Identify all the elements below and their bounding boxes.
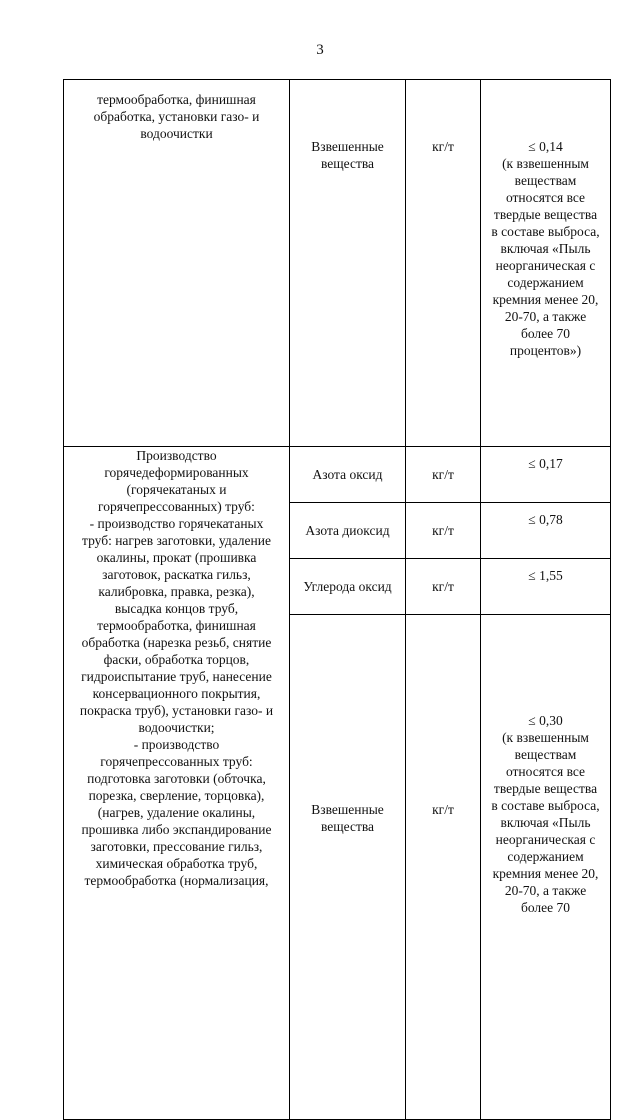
norm-text: ≤ 0,17 xyxy=(528,456,563,471)
substance-cell xyxy=(290,80,406,447)
process-cell xyxy=(64,447,290,1120)
unit-cell xyxy=(406,559,481,615)
unit-text: кг/т xyxy=(432,523,454,538)
page-number: 3 xyxy=(316,42,324,58)
emissions-table xyxy=(63,79,611,1120)
process-text: термообработка, финишная обработка, установки газо- и водоочистки xyxy=(93,92,260,141)
norm-text: ≤ 1,55 xyxy=(528,568,563,583)
substance-cell xyxy=(290,559,406,615)
substance-text: Взвешенные вещества xyxy=(311,802,384,834)
unit-text: кг/т xyxy=(432,579,454,594)
process-cell xyxy=(64,80,290,447)
unit-text: кг/т xyxy=(432,802,454,817)
norm-text: ≤ 0,30 (к взвешенным веществам относятся все твердые вещества в составе выброса, включая «Пыль неорганическая с содержанием кремния менее 20, 20-70, а также более 70 xyxy=(491,713,600,915)
process-text: Производство горячедеформированных (горячекатаных и горячепрессованных) труб: - производство горячекатаных труб: нагрев заготовки, удаление окалины, прокат (прошивка заготовок, раскатка гильз, калибровка, правка, резка), высадка концов труб, термообработка, финишная обработка (нарезка резьб, снятие фаски, обработка торцов, гидроиспытание труб, нанесение консервационного покрытия, покраска труб), установки газо- и водоочистки; - производство горячепрессованных труб: подготовка заготовки (обточка, порезка, сверление, торцовка), (нагрев, удаление окалины, прошивка либо экспандирование заготовки, прессование гильз, химическая обработка труб, термообработка (нормализация, xyxy=(79,448,274,888)
unit-text: кг/т xyxy=(432,139,454,154)
norm-cell xyxy=(481,80,611,447)
substance-cell xyxy=(290,615,406,1120)
table-row xyxy=(64,80,611,447)
unit-cell xyxy=(406,503,481,559)
norm-cell xyxy=(481,447,611,503)
norm-text: ≤ 0,14 (к взвешенным веществам относятся все твердые вещества в составе выброса, включая «Пыль неорганическая с содержанием кремния менее 20, 20-70, а также более 70 процентов») xyxy=(491,139,600,358)
unit-text: кг/т xyxy=(432,467,454,482)
substance-text: Азота оксид xyxy=(312,467,383,482)
norm-cell xyxy=(481,503,611,559)
substance-cell xyxy=(290,503,406,559)
substance-text: Взвешенные вещества xyxy=(311,139,384,171)
substance-cell xyxy=(290,447,406,503)
norm-cell xyxy=(481,615,611,1120)
substance-text: Углерода оксид xyxy=(303,579,392,594)
substance-text: Азота диоксид xyxy=(305,523,390,538)
unit-cell xyxy=(406,615,481,1120)
table-row xyxy=(64,447,611,503)
norm-cell xyxy=(481,559,611,615)
unit-cell xyxy=(406,447,481,503)
norm-text: ≤ 0,78 xyxy=(528,512,563,527)
unit-cell xyxy=(406,80,481,447)
